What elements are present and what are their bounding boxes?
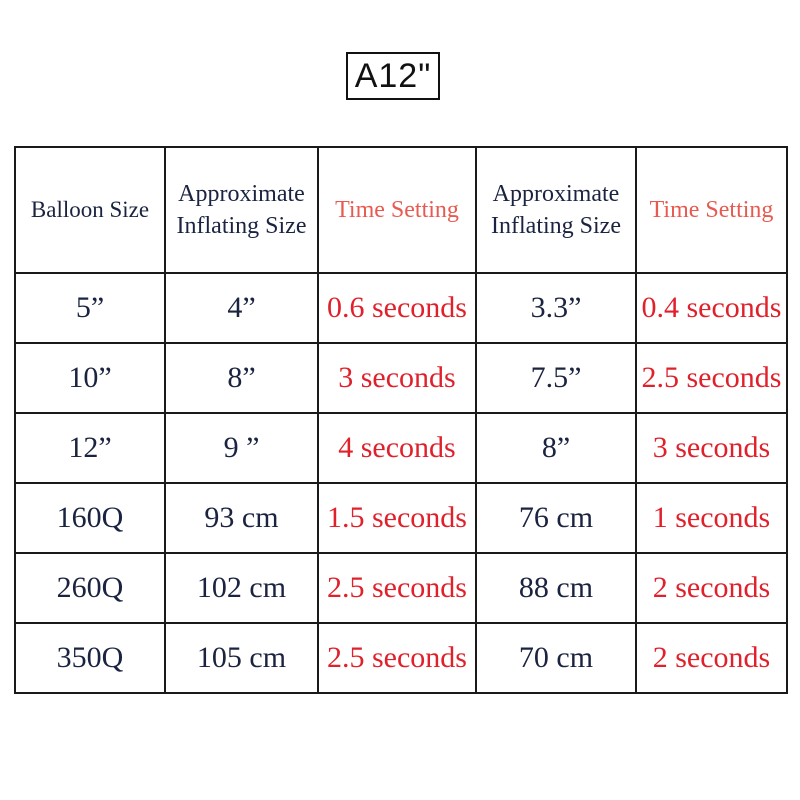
time-setting-cell: 2.5 seconds: [636, 343, 787, 413]
time-setting-cell: 1 seconds: [636, 483, 787, 553]
balloon-size-cell: 350Q: [15, 623, 165, 693]
inflating-size-cell: 8”: [165, 343, 318, 413]
time-setting-cell: 0.6 seconds: [318, 273, 476, 343]
header-approx-inflating-size: Approximate Inflating Size: [476, 147, 636, 273]
balloon-size-cell: 5”: [15, 273, 165, 343]
inflating-size-cell: 3.3”: [476, 273, 636, 343]
time-setting-cell: 1.5 seconds: [318, 483, 476, 553]
table-row: [15, 623, 787, 693]
time-setting-cell: 2 seconds: [636, 623, 787, 693]
inflating-size-cell: 88 cm: [476, 553, 636, 623]
time-setting-cell: 0.4 seconds: [636, 273, 787, 343]
header-time-setting: Time Setting: [318, 147, 476, 273]
table-row: [15, 273, 787, 343]
table-row: [15, 483, 787, 553]
time-setting-cell: 3 seconds: [318, 343, 476, 413]
time-setting-cell: 3 seconds: [636, 413, 787, 483]
header-balloon-size: Balloon Size: [15, 147, 165, 273]
inflating-size-cell: 7.5”: [476, 343, 636, 413]
header-approx-inflating-size: Approximate Inflating Size: [165, 147, 318, 273]
table-row: [15, 413, 787, 483]
inflating-size-cell: 9 ”: [165, 413, 318, 483]
inflating-size-cell: 102 cm: [165, 553, 318, 623]
time-setting-cell: 2.5 seconds: [318, 553, 476, 623]
table-row: [15, 343, 787, 413]
time-setting-cell: 4 seconds: [318, 413, 476, 483]
time-setting-cell: 2.5 seconds: [318, 623, 476, 693]
balloon-size-table: [14, 146, 788, 694]
inflating-size-cell: 8”: [476, 413, 636, 483]
inflating-size-cell: 70 cm: [476, 623, 636, 693]
inflating-size-cell: 105 cm: [165, 623, 318, 693]
balloon-size-cell: 12”: [15, 413, 165, 483]
inflating-size-cell: 4”: [165, 273, 318, 343]
model-title: A12": [346, 52, 440, 100]
header-time-setting: Time Setting: [636, 147, 787, 273]
inflating-size-cell: 76 cm: [476, 483, 636, 553]
balloon-size-cell: 10”: [15, 343, 165, 413]
balloon-size-cell: 260Q: [15, 553, 165, 623]
balloon-size-cell: 160Q: [15, 483, 165, 553]
table-row: [15, 553, 787, 623]
table-header-row: [15, 147, 787, 273]
time-setting-cell: 2 seconds: [636, 553, 787, 623]
inflating-size-cell: 93 cm: [165, 483, 318, 553]
